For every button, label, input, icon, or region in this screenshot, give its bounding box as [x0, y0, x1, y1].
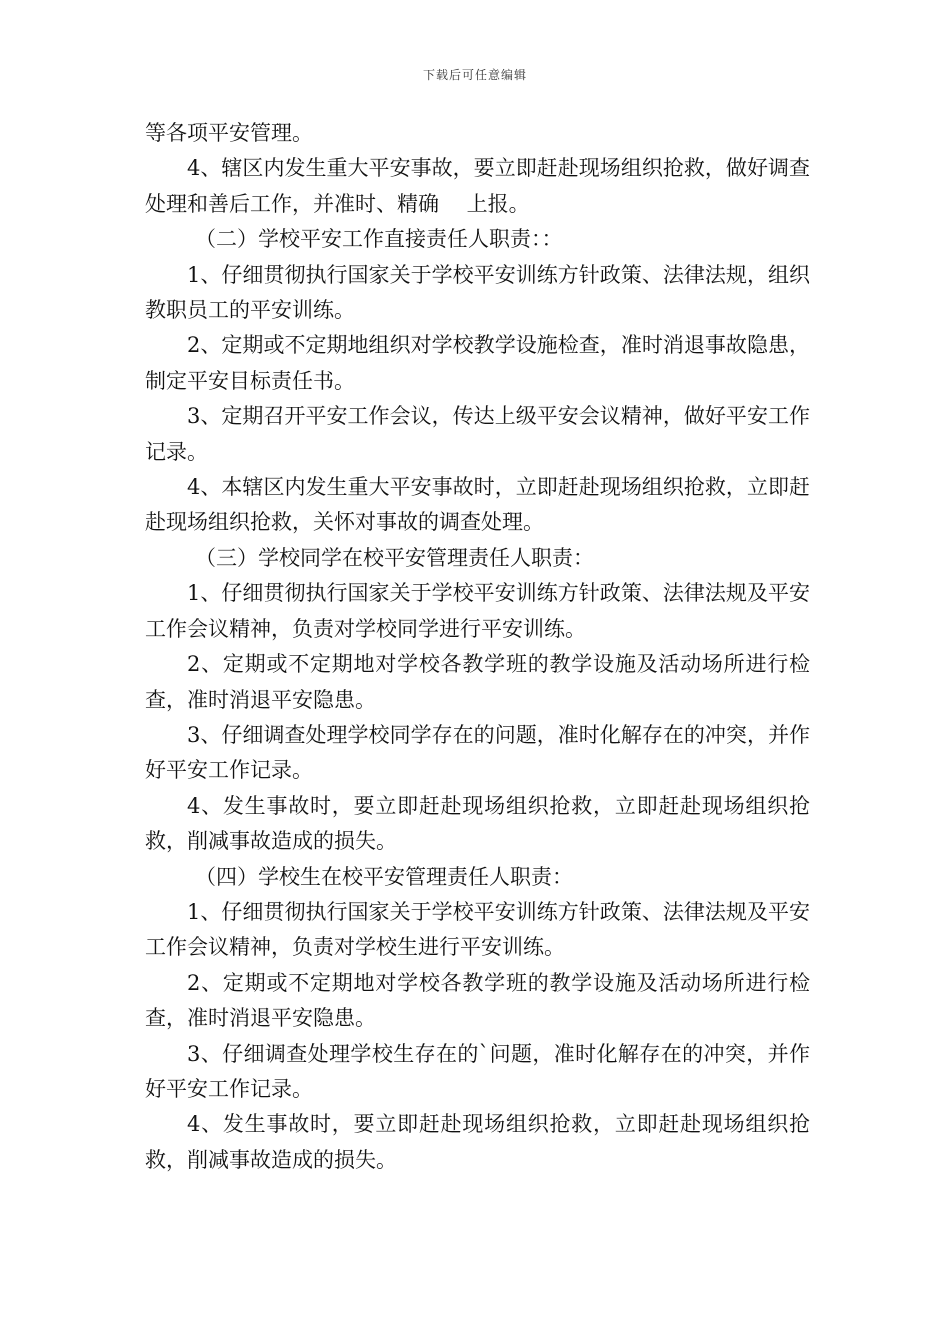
page-header: 下载后可任意编辑: [422, 68, 527, 82]
paragraph-item: 4、本辖区内发生重大平安事故时，立即赶赴现场组织抢救，立即赶赴现场组织抢救，关怀对事故的调查处理。: [145, 475, 810, 535]
paragraph-item: 4、辖区内发生重大平安事故，要立即赶赴现场组织抢救，做好调查处理和善后工作，并准时、精确 上报。: [145, 156, 810, 216]
section-heading: （四）学校生在校平安管理责任人职责：: [195, 864, 573, 889]
paragraph-item: 2、定期或不定期地对学校各教学班的教学设施及活动场所进行检查，准时消退平安隐患。: [145, 652, 810, 712]
paragraph-item: 3、仔细调查处理学校生存在的`问题，准时化解存在的冲突，并作好平安工作记录。: [145, 1041, 810, 1101]
document-body: [145, 116, 810, 1178]
section-heading: （三）学校同学在校平安管理责任人职责：: [195, 545, 594, 570]
paragraph-item: 4、发生事故时，要立即赶赴现场组织抢救，立即赶赴现场组织抢救，削减事故造成的损失。: [145, 793, 810, 854]
paragraph-item: 1、仔细贯彻执行国家关于学校平安训练方针政策、法律法规及平安工作会议精神，负责对学校生进行平安训练。: [145, 899, 810, 960]
paragraph-continuation: 等各项平安管理。: [145, 121, 313, 145]
paragraph-item: 3、定期召开平安工作会议，传达上级平安会议精神，做好平安工作记录。: [145, 404, 810, 464]
paragraph-item: 3、仔细调查处理学校同学存在的问题，准时化解存在的冲突，并作好平安工作记录。: [145, 722, 810, 783]
paragraph-item: 1、仔细贯彻执行国家关于学校平安训练方针政策、法律法规，组织教职员工的平安训练。: [145, 262, 810, 323]
paragraph-item: 4、发生事故时，要立即赶赴现场组织抢救，立即赶赴现场组织抢救，削减事故造成的损失。: [145, 1112, 810, 1172]
paragraph-item: 2、定期或不定期地组织对学校教学设施检查，准时消退事故隐患，制定平安目标责任书。: [145, 333, 810, 393]
section-heading: （二）学校平安工作直接责任人职责：：: [195, 227, 563, 252]
paragraph-item: 1、仔细贯彻执行国家关于学校平安训练方针政策、法律法规及平安工作会议精神，负责对学校同学进行平安训练。: [145, 581, 810, 641]
paragraph-item: 2、定期或不定期地对学校各教学班的教学设施及活动场所进行检查，准时消退平安隐患。: [145, 970, 810, 1031]
